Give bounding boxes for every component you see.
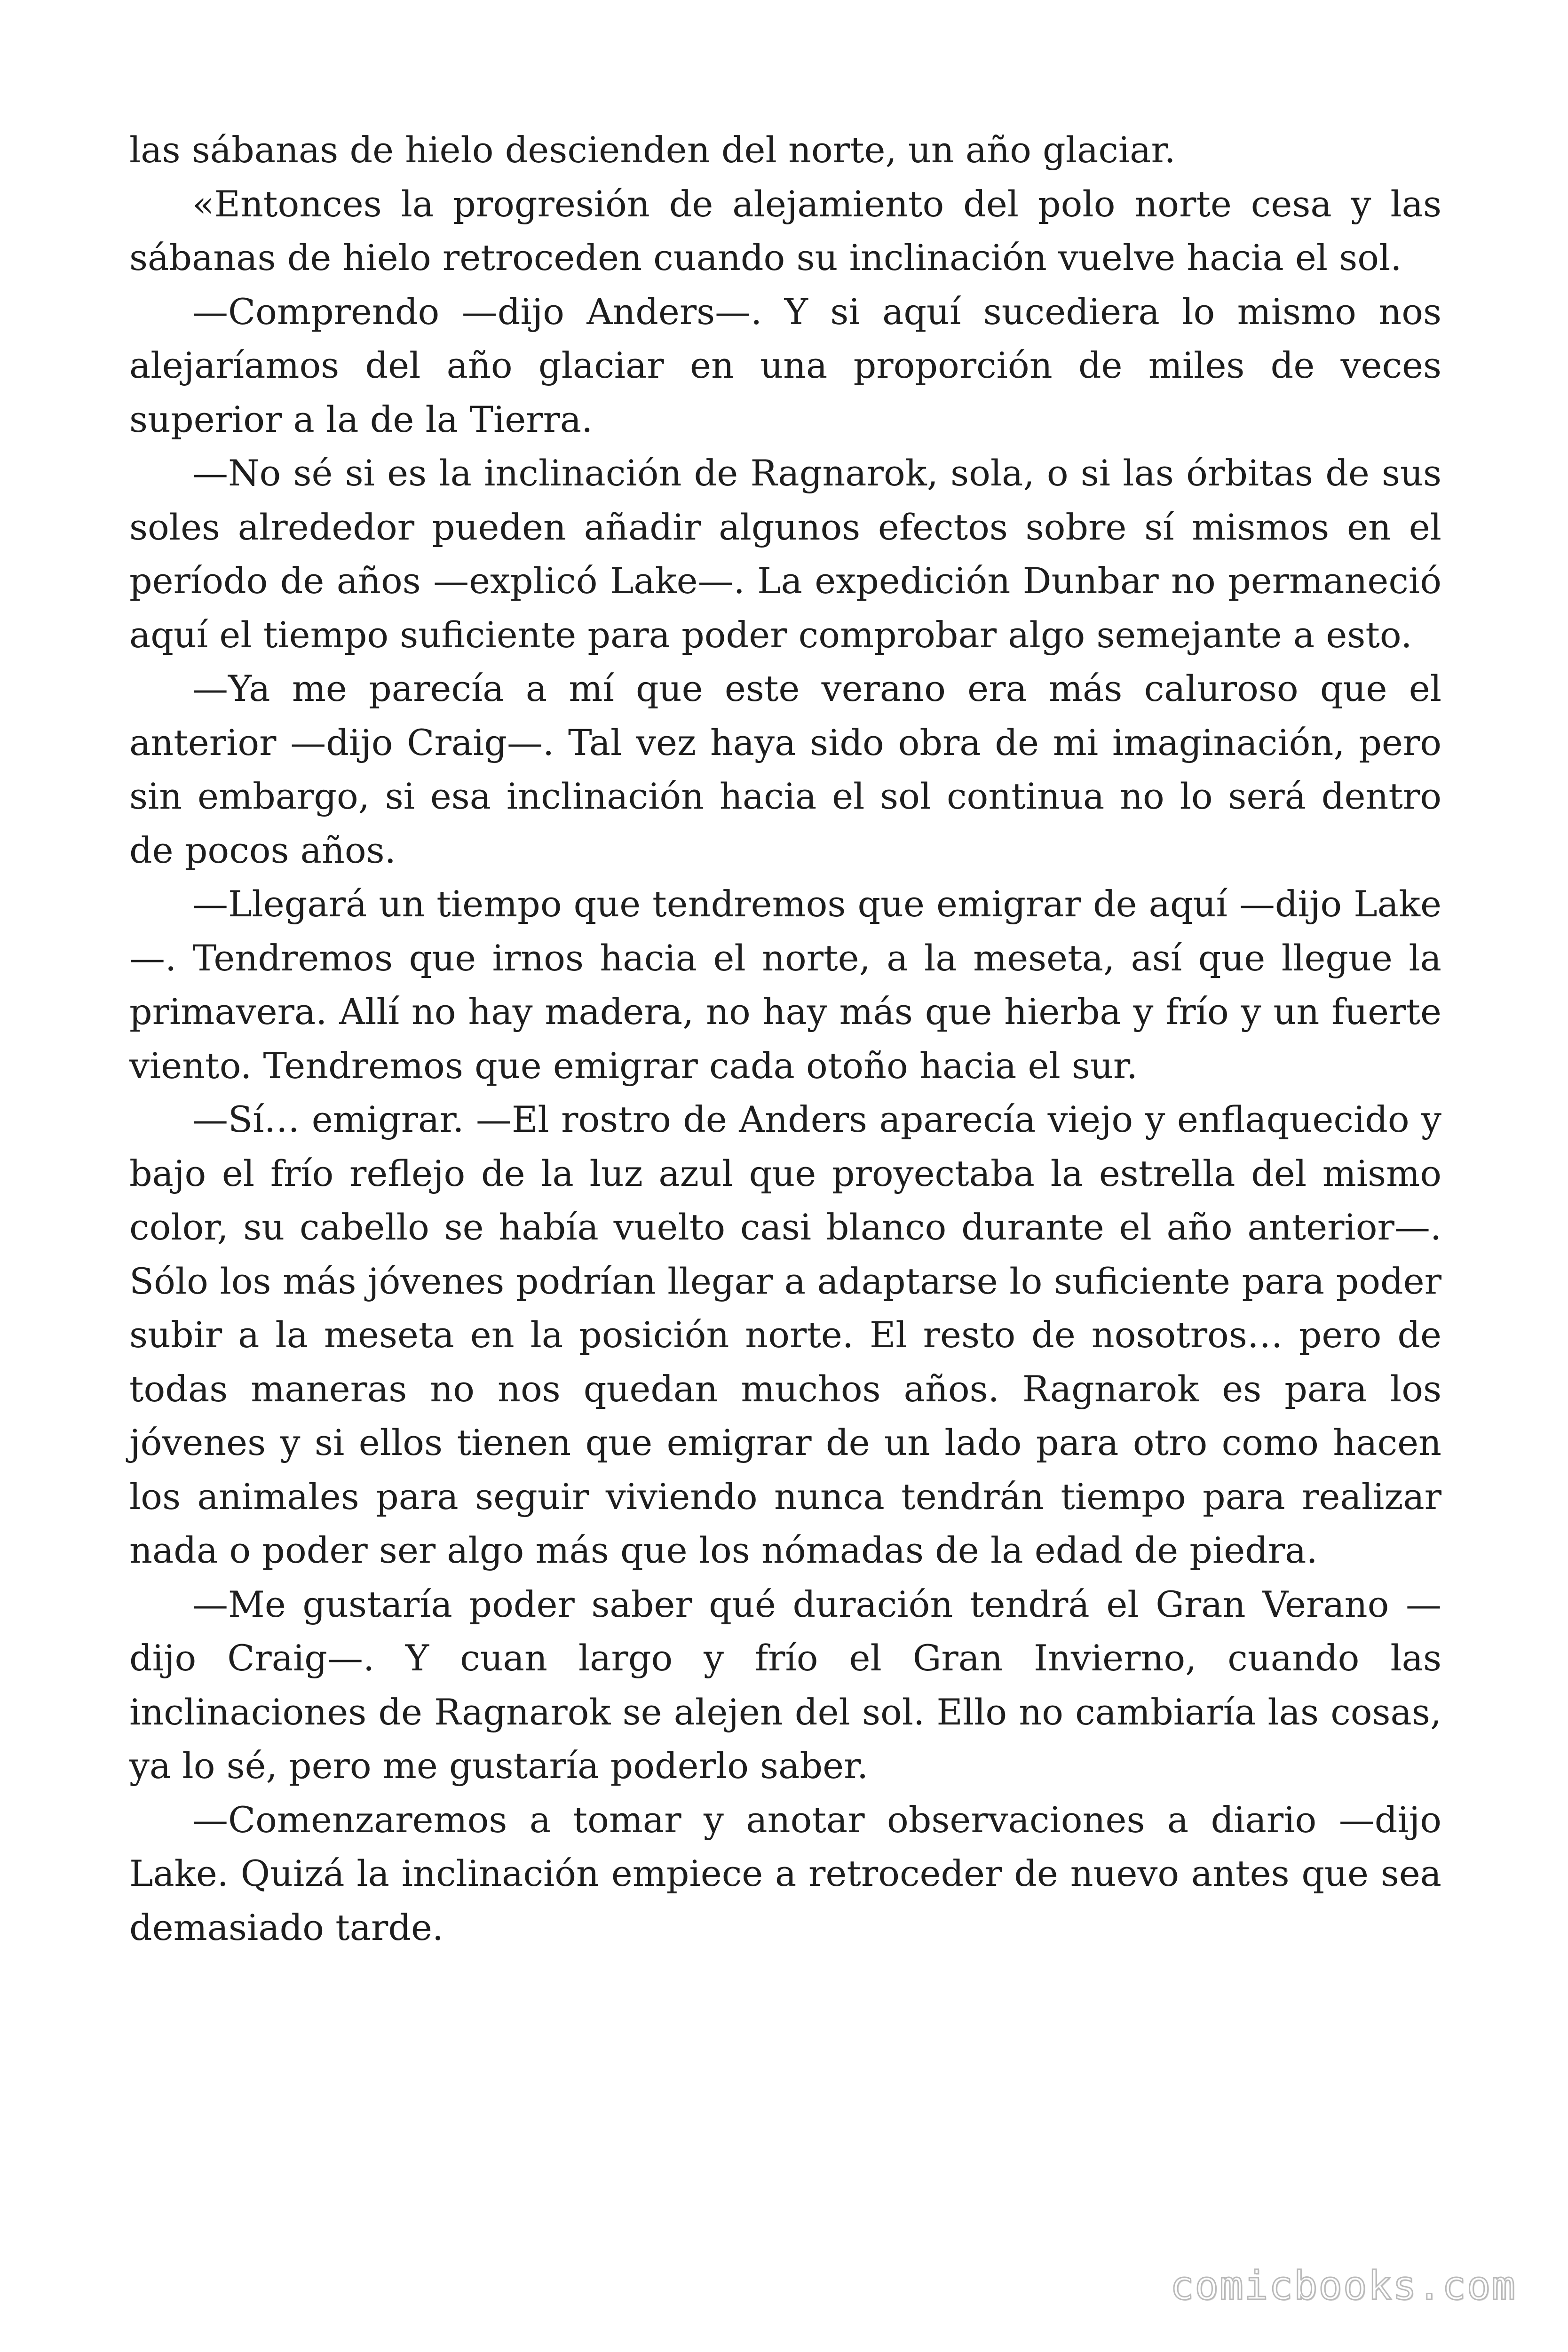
paragraph: —Me gustaría poder saber qué duración tendrá el Gran Verano —dijo Craig—. Y cuan largo y frío el Gran Invierno, cuando las inclinaciones de Ragnarok se alejen del sol. Ello no cambiaría las cosas, ya lo sé, pero me gustaría poderlo saber.: [129, 1583, 1441, 1787]
body-text: [129, 123, 1441, 1955]
paragraph: —Comprendo —dijo Anders—. Y si aquí sucediera lo mismo nos alejaríamos del año glaciar en una proporción de miles de veces superior a la de la Tierra.: [129, 290, 1441, 440]
paragraph: —Ya me parecía a mí que este verano era más caluroso que el anterior —dijo Craig—. Tal vez haya sido obra de mi imaginación, pero sin embargo, si esa inclinación hacia el sol continua no lo será dentro de pocos años.: [129, 667, 1441, 871]
paragraph: las sábanas de hielo descienden del norte, un año glaciar.: [129, 129, 1176, 171]
watermark: comicbooks.com: [1170, 2263, 1516, 2309]
paragraph: —Sí… emigrar. —El rostro de Anders aparecía viejo y enflaquecido y bajo el frío reflejo de la luz azul que proyectaba la estrella del mismo color, su cabello se había vuelto casi blanco durante el año anterior—. Sólo los más jóvenes podrían llegar a adaptarse lo suficiente para poder subir a la meseta en la posición norte. El resto de nosotros… pero de todas maneras no nos quedan muchos años. Ragnarok es para los jóvenes y si ellos tienen que emigrar de un lado para otro como hacen los animales para seguir viviendo nunca tendrán tiempo para realizar nada o poder ser algo más que los nómadas de la edad de piedra.: [129, 1098, 1441, 1571]
paragraph: —No sé si es la inclinación de Ragnarok, sola, o si las órbitas de sus soles alrededor pueden añadir algunos efectos sobre sí mismos en el período de años —explicó Lake—. La expedición Dunbar no permaneció aquí el tiempo suficiente para poder comprobar algo semejante a esto.: [129, 452, 1441, 656]
paragraph: —Llegará un tiempo que tendremos que emigrar de aquí —dijo Lake—. Tendremos que irnos hacia el norte, a la meseta, así que llegue la primavera. Allí no hay madera, no hay más que hierba y frío y un fuerte viento. Tendremos que emigrar cada otoño hacia el sur.: [129, 883, 1441, 1087]
paragraph: «Entonces la progresión de alejamiento del polo norte cesa y las sábanas de hielo retroceden cuando su inclinación vuelve hacia el sol.: [129, 183, 1441, 278]
paragraph: —Comenzaremos a tomar y anotar observaciones a diario —dijo Lake. Quizá la inclinación empiece a retroceder de nuevo antes que sea demasiado tarde.: [129, 1798, 1441, 1948]
